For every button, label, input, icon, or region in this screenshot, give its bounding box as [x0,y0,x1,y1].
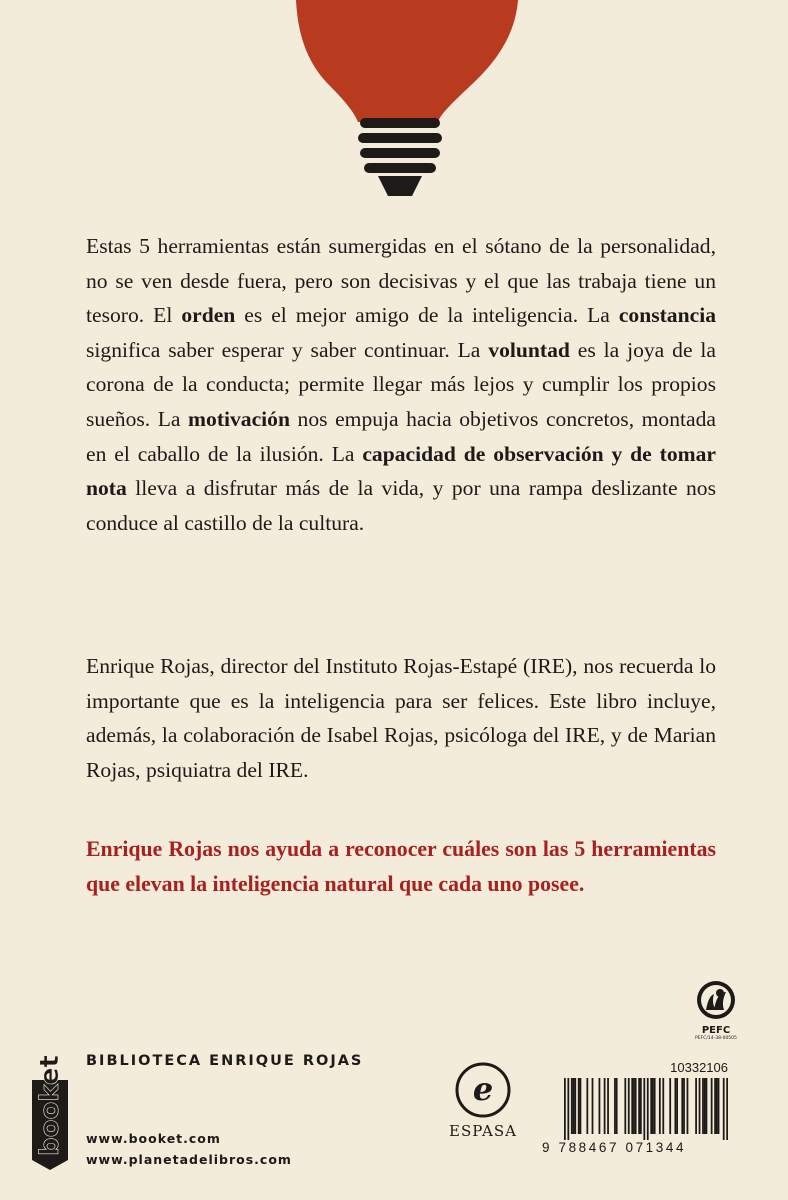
barcode-bar [662,1078,664,1134]
barcode-bar [676,1078,678,1134]
espasa-e-icon [454,1062,512,1118]
barcode-bar [681,1078,683,1134]
barcode-bar [669,1078,671,1134]
booket-logo [26,1052,74,1172]
pefc-code: PEFC/14-38-00505 [695,1036,737,1041]
bulb-base [358,118,442,196]
barcode-bar [687,1078,689,1134]
barcode-bar [706,1078,708,1134]
bold-keyword: orden [181,303,236,328]
barcode-bar [607,1078,609,1134]
blurb-text-run: es el mejor amigo de la inteligencia. La [235,303,619,328]
espasa-logo [438,1062,528,1157]
blurb-paragraph-2: Enrique Rojas, director del Instituto Rojas-Estapé (IRE), nos recuerda lo importante que es la inteligencia para ser felices. Este libro incluye, además, la colaboración de Isabel Rojas, psicóloga del IRE, y de Marian Rojas, psiquiatra del IRE. [86,654,716,782]
barcode-bar [652,1078,654,1134]
pefc-logo [688,980,744,1046]
blurb-text-run: es la joya de la corona de la conducta; permite llegar más lejos y cumplir los propios sueños. La [86,337,716,431]
barcode-bar [714,1078,716,1134]
barcode-bar [723,1078,725,1140]
barcode-bar [604,1078,606,1134]
barcode-bar [573,1078,575,1134]
barcode-bar [616,1078,618,1134]
pefc-icon [694,980,738,1020]
bold-keyword: voluntad [488,337,570,362]
barcode-bar [628,1078,630,1134]
barcode-bar [580,1078,582,1134]
series-title: BIBLIOTECA ENRIQUE ROJAS [86,1053,364,1069]
barcode-bar [599,1078,601,1134]
barcode-code: 10332106 [670,1060,728,1075]
barcode-bar [716,1078,718,1134]
blurb-text-run: significa saber esperar y saber continuar. La [86,337,489,362]
barcode-bars [564,1078,728,1140]
barcode-bar [567,1078,569,1140]
barcode-bar [633,1078,635,1134]
barcode-bar [624,1078,626,1134]
espasa-mark: e [472,1070,494,1108]
bulb-glass [296,0,518,122]
barcode-bar [711,1078,713,1134]
barcode-bar [726,1078,728,1140]
barcode-bar [718,1078,720,1134]
barcode-bar [654,1078,656,1134]
barcode-bar [571,1078,573,1134]
barcode-bar [699,1078,701,1134]
blurb-text-run: Estas 5 herramientas están sumergidas en el sótano de la personalidad, no se ven desde fuera, pero son decisivas y el que las trabaja tiene un tesoro. El [86,234,716,328]
planetadelibros-url: www.planetadelibros.com [86,1152,292,1167]
blurb-text-run: lleva a disfrutar más de la vida, y por una rampa deslizante nos conduce al castillo de la cultura. [86,476,716,535]
barcode-bar [650,1078,652,1134]
barcode-bar [647,1078,649,1140]
light-bulb-illustration [0,0,788,200]
barcode-bar [683,1078,685,1134]
barcode-bar [638,1078,640,1134]
isbn-barcode [542,1060,732,1160]
barcode-bar [674,1078,676,1134]
blurb-paragraph-1 [86,229,716,540]
espasa-name: ESPASA [449,1122,517,1140]
barcode-bar [564,1078,566,1140]
barcode-bar [592,1078,594,1134]
blurb-text-run: nos empuja hacia objetivos concretos, montada en el caballo de la ilusión. La [86,406,716,466]
barcode-bar [635,1078,637,1134]
barcode-bar [578,1078,580,1134]
barcode-bar [640,1078,642,1134]
bold-keyword: capacidad de observación y de tomar nota [86,441,716,501]
bold-keyword: motivación [188,406,290,431]
barcode-bar [574,1078,576,1134]
barcode-bar [631,1078,633,1134]
booket-url: www.booket.com [86,1131,221,1146]
blurb-highlight-paragraph: Enrique Rojas nos ayuda a reconocer cuáles son las 5 herramientas que elevan la inteligencia natural que cada uno posee. [86,837,716,896]
barcode-bar [659,1078,661,1134]
barcode-bar [614,1078,616,1134]
pefc-label: PEFC [701,1025,731,1036]
barcode-bar [702,1078,704,1134]
isbn-digits: 9 788467 071344 [542,1140,687,1155]
barcode-bar [643,1078,645,1140]
barcode-bar [586,1078,588,1134]
bold-keyword: constancia [618,303,716,328]
booket-logo-text: booket [35,1055,65,1156]
barcode-bar [695,1078,697,1134]
barcode-bar [704,1078,706,1134]
